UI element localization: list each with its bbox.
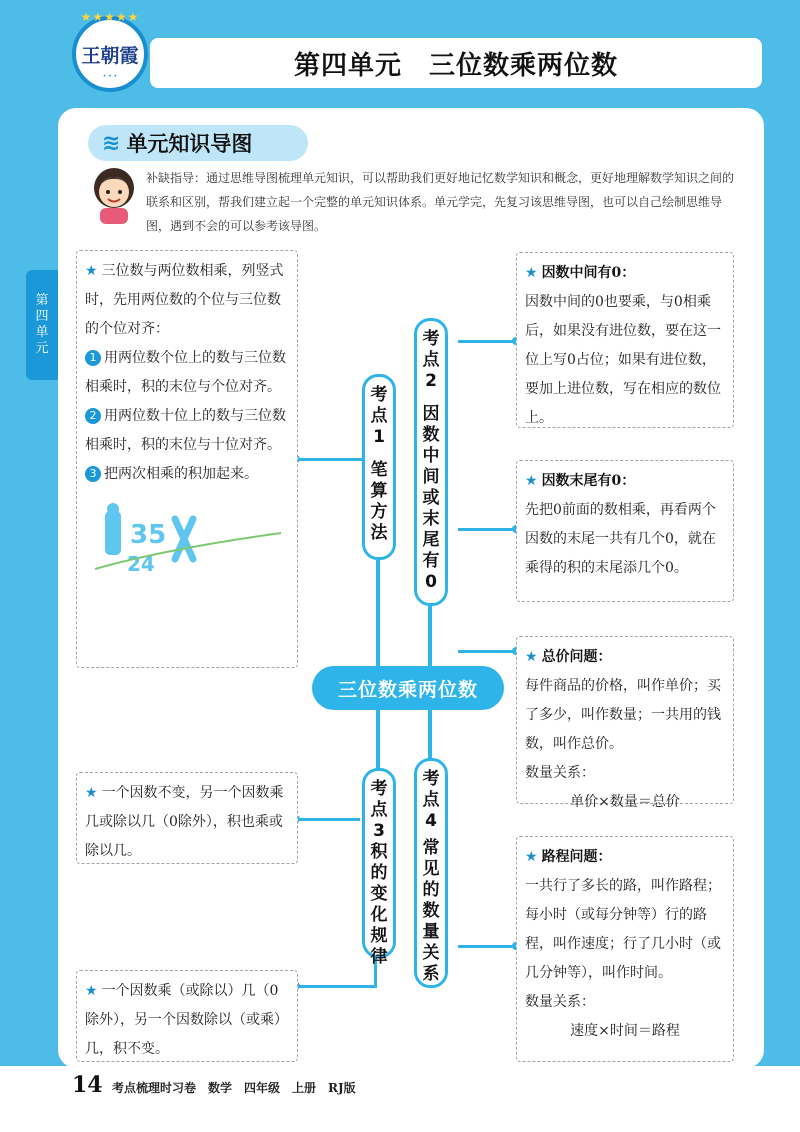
connector-line — [296, 818, 360, 821]
step-2-icon: 2 — [85, 408, 101, 424]
section-title: 单元知识导图 — [126, 132, 253, 156]
method-step-2: 用两位数十位上的数与三位数相乘时，积的末位与十位对齐。 — [85, 408, 286, 453]
center-topic[interactable] — [312, 666, 504, 710]
star-icon: ★ — [525, 473, 538, 489]
box-written-method — [76, 250, 298, 668]
distance-heading: 路程问题： — [541, 849, 612, 865]
step-1-icon: 1 — [85, 350, 101, 366]
logo-text: 王朝霞 — [81, 44, 139, 67]
branch-2-name: 因数中间或末尾有0 — [422, 404, 440, 592]
box-total-price — [516, 636, 734, 810]
branch-kaodian-1[interactable] — [362, 374, 396, 560]
connector-line — [296, 458, 366, 461]
connector-line — [376, 560, 380, 668]
branch-4-name: 常见的数量关系 — [422, 838, 440, 984]
branch-4-label: 考点4 — [422, 769, 440, 831]
price-formula: 单价×数量＝总价 — [570, 794, 680, 810]
distance-relation-label: 数量关系： — [525, 994, 595, 1010]
footer-text: 考点梳理时习卷 数学 四年级 上册 RJ版 — [112, 1081, 356, 1095]
zero-middle-heading: 因数中间有0： — [541, 265, 636, 281]
connector-line — [376, 710, 380, 770]
number-characters-illustration — [85, 499, 285, 577]
svg-text:35: 35 — [130, 520, 167, 550]
method-step-1: 用两位数个位上的数与三位数相乘时，积的末位与个位对齐。 — [85, 350, 286, 395]
center-topic-label: 三位数乘两位数 — [337, 678, 478, 701]
branch-kaodian-3[interactable] — [362, 768, 396, 967]
connector-line — [458, 528, 516, 531]
page-title: 第四单元 三位数乘两位数 — [293, 50, 618, 81]
star-icon: ★ — [85, 785, 98, 801]
page-number: 14 — [72, 1072, 103, 1098]
branch-kaodian-2[interactable] — [414, 318, 448, 606]
branch-2-label: 考点2 — [422, 329, 440, 391]
unit-side-tab[interactable] — [26, 270, 58, 380]
star-icon: ★ — [525, 849, 538, 865]
brand-logo — [72, 10, 148, 92]
logo-subline-icon: • • • — [102, 73, 118, 80]
price-relation-label: 数量关系： — [525, 765, 595, 781]
step-3-icon: 3 — [85, 466, 101, 482]
zero-end-heading: 因数末尾有0： — [541, 473, 636, 489]
logo-stars-icon: ★★★★★ — [80, 10, 140, 24]
price-body: 每件商品的价格，叫作单价；买了多少，叫作数量；一共用的钱数，叫作总价。 — [525, 678, 721, 752]
branch-3-label: 考点3 — [370, 779, 388, 841]
svg-text:24: 24 — [127, 552, 155, 576]
branch-kaodian-4[interactable] — [414, 758, 448, 988]
branch-1-name: 笔算方法 — [370, 460, 388, 543]
girl-avatar-icon — [86, 162, 142, 224]
connector-line — [458, 945, 516, 948]
connector-line — [296, 985, 376, 988]
rule-1-text: 一个因数不变，另一个因数乘几或除以几（0除外），积也乘或除以几。 — [85, 785, 284, 859]
connector-line — [428, 710, 432, 760]
method-intro: 三位数与两位数相乘，列竖式时，先用两位数的个位与三位数的个位对齐： — [85, 263, 284, 337]
connector-line — [428, 606, 432, 668]
distance-body: 一共行了多长的路，叫作路程；每小时（或每分钟等）行的路程，叫作速度；行了几小时（或几分钟等），叫作时间。 — [525, 878, 721, 981]
side-tab-char: 单 — [35, 325, 49, 340]
distance-formula: 速度×时间＝路程 — [570, 1023, 680, 1039]
branch-3-name: 积的变化规律 — [370, 842, 388, 967]
rule-2-text: 一个因数乘（或除以）几（0除外），另一个因数除以（或乘）几，积不变。 — [85, 983, 288, 1057]
box-product-rule-2 — [76, 970, 298, 1062]
box-distance — [516, 836, 734, 1062]
box-zero-end — [516, 460, 734, 602]
star-icon: ★ — [525, 265, 538, 281]
connector-line — [458, 650, 516, 653]
star-icon: ★ — [525, 649, 538, 665]
footer-strip — [0, 1066, 800, 1132]
title-bar — [150, 38, 762, 88]
side-tab-char: 四 — [35, 309, 49, 324]
section-header — [88, 125, 308, 161]
box-zero-middle — [516, 252, 734, 428]
star-icon: ★ — [85, 263, 98, 279]
side-tab-char: 元 — [35, 341, 49, 356]
side-tab-char: 第 — [35, 293, 49, 308]
branch-1-label: 考点1 — [370, 385, 388, 447]
wave-icon: ≋ — [102, 130, 121, 156]
star-icon: ★ — [85, 983, 98, 999]
price-heading: 总价问题： — [541, 649, 612, 665]
method-step-3: 把两次相乘的积加起来。 — [104, 466, 258, 482]
connector-line — [458, 340, 516, 343]
zero-middle-body: 因数中间的0也要乘，与0相乘后，如果没有进位数，要在这一位上写0占位；如果有进位数，要加上进位数，写在相应的数位上。 — [525, 294, 721, 426]
zero-end-body: 先把0前面的数相乘，再看两个因数的末尾一共有几个0，就在乘得的积的末尾添几个0。 — [525, 502, 716, 576]
box-product-rule-1 — [76, 772, 298, 864]
intro-paragraph: 补缺指导：通过思维导图梳理单元知识，可以帮助我们更好地记忆数学知识和概念，更好地理解数学知识之间的联系和区别，帮我们建立起一个完整的单元知识体系。单元学完，先复习该思维导图，也可以自己绘制思维导图，遇到不会的可以参考该导图。 — [146, 171, 735, 233]
